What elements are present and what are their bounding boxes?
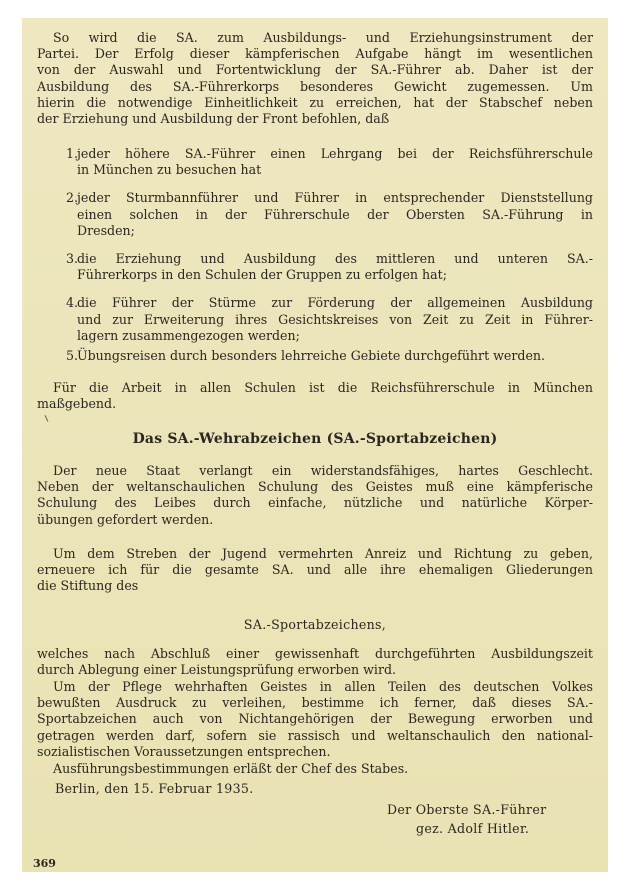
stray-mark [45,415,49,422]
text-line: Partei. Der Erfolg dieser kämpferischen Aufgabe hängt im wesentlichen [37,46,593,62]
document-page [22,18,608,872]
text-line: Der neue Staat verlangt ein widerstandsfähiges, hartes Geschlecht. [53,463,593,478]
list-item-number: 3. [66,251,79,267]
text-line: lagern zusammengezogen werden; [77,327,300,343]
text-line: die Stiftung des [37,578,139,594]
text-line: Neben der weltanschaulichen Schulung des Geistes muß eine kämpferische [37,479,593,495]
list-item [37,295,593,344]
section-heading: Das SA.-Wehrabzeichen (SA.-Sportabzeichen) [132,431,498,447]
text-line: maßgebend. [37,396,117,412]
text-line: Schulung des Leibes durch einfache, nützliche und natürliche Körper- [37,495,593,511]
paragraph [37,546,593,595]
text-line: Um dem Streben der Jugend vermehrten Anreiz und Richtung zu geben, [53,546,593,561]
text-line: der Erziehung und Ausbildung der Front befohlen, daß [37,111,390,127]
paragraph [37,679,593,760]
centered-term: SA.-Sportabzeichens, [243,617,387,632]
list-item-number: 5. [66,348,79,364]
text-line: erneuere ich für die gesamte SA. und alle ihre ehemaligen Gliederungen [37,562,593,578]
place-date: Berlin, den 15. Februar 1935. [55,781,254,796]
list-item-number: 4. [66,295,79,311]
text-line: So wird die SA. zum Ausbildungs- und Erziehungsinstrument der [53,30,593,45]
list-item-number: 2. [66,190,79,206]
list-item [37,146,593,178]
text-line: und zur Erweiterung ihres Gesichtskreises von Zeit zu Zeit in Führer- [77,311,593,327]
page-number: 369 [33,857,56,870]
intro-paragraph [37,30,593,127]
text-line: sozialistischen Voraussetzungen entsprechen. [37,743,331,759]
paragraph [37,463,593,528]
text-line: bewußten Ausdruck zu verleihen, bestimme ich ferner, daß dieses SA.- [37,695,593,711]
text-line: welches nach Abschluß einer gewissenhaft durchgeführten Ausbildungszeit [37,646,593,661]
text-line: von der Auswahl und Fortentwicklung der SA.-Führer ab. Daher ist der [37,62,593,78]
list-item [37,190,593,239]
text-line: Dresden; [77,222,135,238]
text-line: Ausführungsbestimmungen erläßt der Chef des Stabes. [53,761,409,776]
text-line: die Erziehung und Ausbildung des mittleren und unteren SA.- [77,251,593,267]
order-list [37,146,593,364]
text-line: Übungsreisen durch besonders lehrreiche Gebiete durchgeführt werden. [77,348,546,364]
text-line: Um der Pflege wehrhaften Geistes in allen Teilen des deutschen Volkes [53,679,593,694]
closing-paragraph [37,380,593,412]
text-line: Sportabzeichen auch von Nichtangehörigen der Bewegung erworben und [37,711,593,727]
text-line: die Führer der Stürme zur Förderung der allgemeinen Ausbildung [77,295,593,311]
text-line: jeder Sturmbannführer und Führer in entsprechender Dienststellung [77,190,593,206]
text-line: übungen gefordert werden. [37,511,214,527]
paragraph [37,761,593,777]
text-line: durch Ablegung einer Leistungsprüfung erworben wird. [37,662,397,678]
text-line: Für die Arbeit in allen Schulen ist die Reichsführerschule in München [53,380,593,395]
signature-title: Der Oberste SA.-Führer [387,802,547,817]
text-line: Führerkorps in den Schulen der Gruppen zu erfolgen hat; [77,267,447,283]
text-line: hierin die notwendige Einheitlichkeit zu erreichen, hat der Stabschef neben [37,94,593,110]
text-line: jeder höhere SA.-Führer einen Lehrgang bei der Reichsführerschule [77,146,593,161]
text-line: getragen werden darf, sofern sie rassisch und weltanschaulich den national- [37,727,593,743]
text-line: in München zu besuchen hat [77,162,262,178]
paragraph [37,646,593,678]
signature-name: gez. Adolf Hitler. [416,821,530,836]
text-line: Ausbildung des SA.-Führerkorps besonderes Gewicht zugemessen. Um [37,78,593,94]
list-item [37,251,593,283]
text-line: einen solchen in der Führerschule der Obersten SA.-Führung in [77,206,593,222]
list-item-number: 1. [66,146,79,161]
list-item [37,348,593,364]
